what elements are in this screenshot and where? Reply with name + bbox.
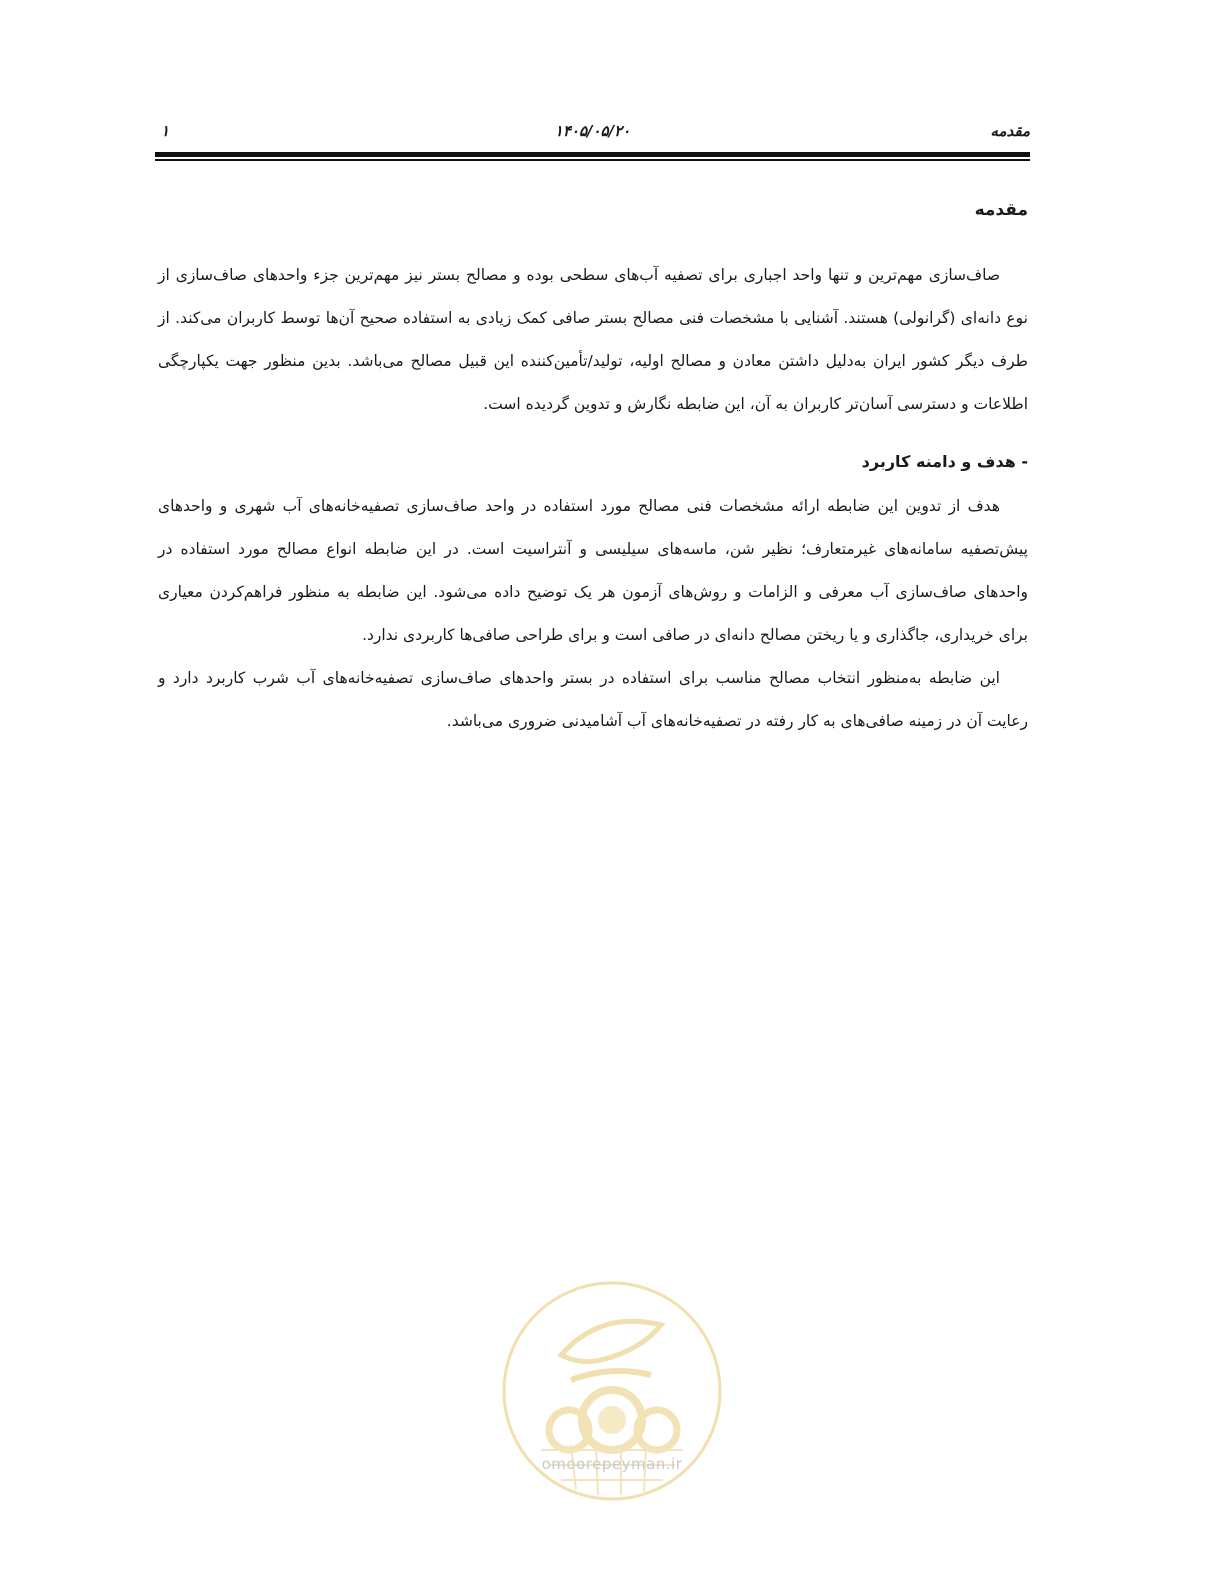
header-page-number: ۱: [161, 122, 170, 140]
document-body: [158, 200, 1028, 743]
header-rule-thick: [155, 152, 1030, 157]
page-title: مقدمه: [974, 200, 1028, 220]
header-rule-thin: [155, 159, 1030, 161]
section-heading: - هدف و دامنه کاربرد: [861, 452, 1028, 471]
intro-paragraph: صاف‌سازی مهم‌ترین و تنها واحد اجباری برای تصفیه آب‌های سطحی بوده و مصالح بستر نیز مهم‌ترین جزء واحدهای صاف‌سازی از نوع دانه‌ای (گرانولی) هستند. آشنایی با مشخصات فنی مصالح بستر صافی کمک زیادی به استفاده صحیح آن‌ها توسط کاربران می‌کند. از طرف دیگر کشور ایران به‌دلیل داشتن معادن و مصالح اولیه، تولید/تأمین‌کننده این قبیل مصالح می‌باشد. بدین منظور جهت یکپارچگی اطلاعات و دسترسی آسان‌تر کاربران به آن، این ضابطه نگارش و تدوین گردیده است.: [158, 266, 1028, 413]
scope-paragraph-1: هدف از تدوین این ضابطه ارائه مشخصات فنی مصالح مورد استفاده در واحد صاف‌سازی تصفیه‌خانه‌های آب شهری و واحدهای پیش‌تصفیه سامانه‌های غیرمتعارف؛ نظیر شن، ماسه‌های سیلیسی و آنتراسیت است. در این ضابطه انواع مصالح مورد استفاده در واحدهای صاف‌سازی آب معرفی و الزامات و روش‌های آزمون هر یک توضیح داده می‌شود. این ضابطه به منظور فراهم‌کردن معیاری برای خریداری، جاگذاری و یا ریختن مصالح دانه‌ای در صافی است و برای طراحی صافی‌ها کاربردی ندارد.: [158, 497, 1028, 644]
header-section-title: مقدمه: [990, 122, 1030, 140]
page-header: [155, 118, 1030, 148]
scope-paragraph-2: این ضابطه به‌منظور انتخاب مصالح مناسب برای استفاده در بستر واحدهای صاف‌سازی تصفیه‌خانه‌های آب شرب کاربرد دارد و رعایت آن در زمینه صافی‌های به کار رفته در تصفیه‌خانه‌های آب آشامیدنی ضروری می‌باشد.: [158, 669, 1028, 730]
header-date: ۱۴۰۵/۰۵/۲۰: [554, 122, 631, 140]
watermark-url: omoorepeyman.ir: [541, 1455, 683, 1473]
